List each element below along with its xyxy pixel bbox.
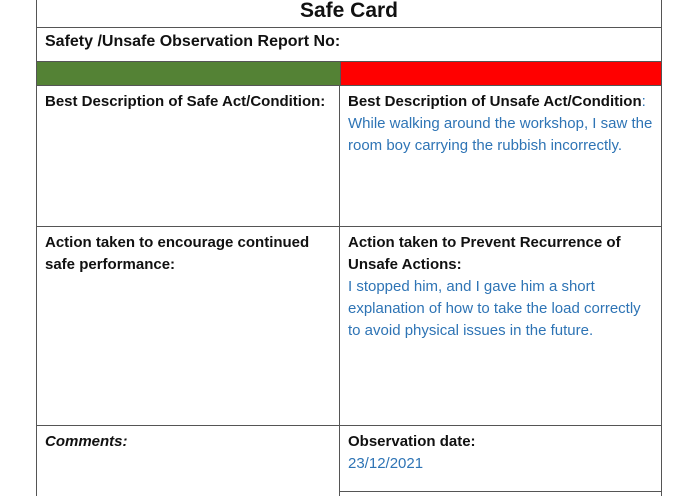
encourage-action-label: Action taken to encourage continued safe performance: [45, 234, 310, 273]
safe-card-form [36, 0, 662, 496]
action-row [36, 227, 662, 426]
unsafe-description-label-colon: : [641, 93, 646, 110]
color-legend-bar [36, 62, 662, 86]
safe-description-label: Best Description of Safe Act/Condition: [45, 93, 326, 110]
observation-date-cell[interactable] [340, 426, 661, 496]
prevent-action-cell[interactable] [340, 227, 661, 425]
safe-description-cell[interactable] [37, 86, 340, 226]
comments-label: Comments: [45, 433, 128, 450]
safe-color-band [37, 62, 341, 85]
comments-cell[interactable] [37, 426, 340, 496]
row-divider [340, 491, 661, 492]
description-row [36, 86, 662, 227]
unsafe-description-cell[interactable] [340, 86, 661, 226]
footer-row [36, 426, 662, 496]
encourage-action-cell[interactable] [37, 227, 340, 425]
prevent-action-label: Action taken to Prevent Recurrence of Unsafe Actions: [348, 234, 621, 273]
unsafe-description-text: While walking around the workshop, I saw the room boy carrying the rubbish incorrectly. [348, 115, 653, 154]
form-title: Safe Card [36, 0, 662, 28]
unsafe-color-band [341, 62, 661, 85]
observation-date-value: 23/12/2021 [348, 455, 424, 472]
observation-date-label: Observation date: [348, 433, 476, 450]
report-number-label: Safety /Unsafe Observation Report No: [36, 28, 662, 62]
prevent-action-text: I stopped him, and I gave him a short explanation of how to take the load correctly to avoid physical issues in the future. [348, 278, 641, 339]
unsafe-description-label: Best Description of Unsafe Act/Condition [348, 93, 642, 110]
